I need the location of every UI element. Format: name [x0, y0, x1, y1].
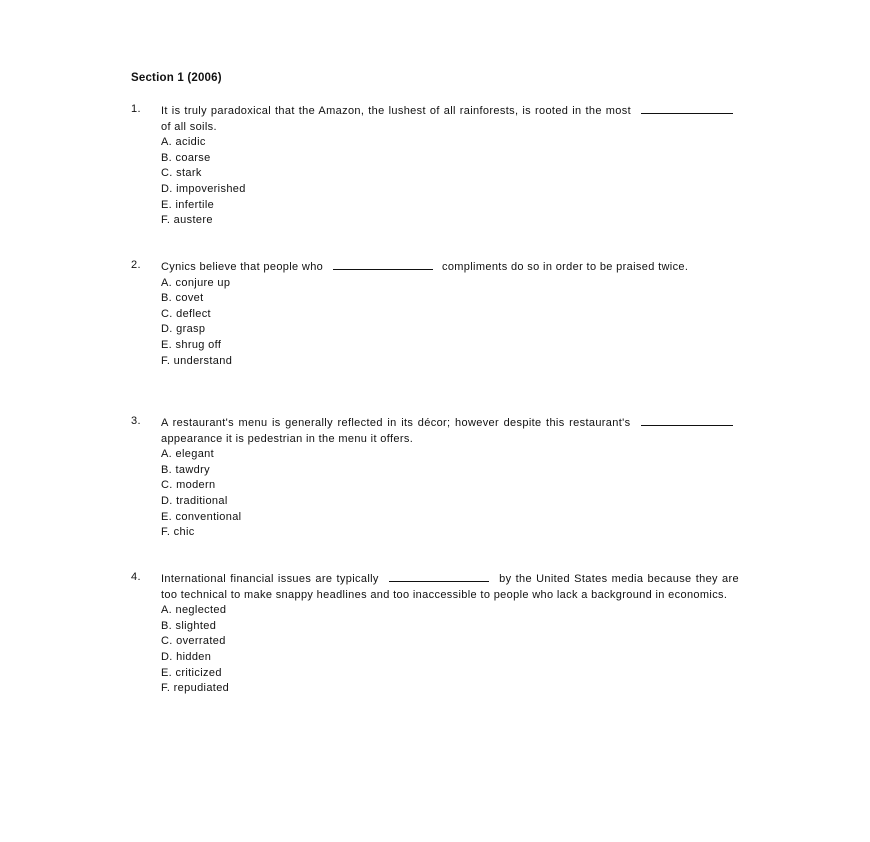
option-f: F. chic: [161, 526, 195, 539]
answer-options: [161, 447, 739, 541]
option-c: C. overrated: [161, 635, 226, 648]
question-body: [161, 102, 739, 229]
option-b: B. slighted: [161, 619, 217, 632]
question-body: [161, 570, 739, 697]
stem-text-before: International financial issues are typically: [161, 573, 379, 585]
stem-text-after: compliments do so in order to be praised twice.: [441, 261, 689, 273]
option-a: A. acidic: [161, 136, 206, 149]
option-c: C. deflect: [161, 307, 211, 320]
stem-text-before: A restaurant's menu is generally reflected in its décor; however despite this restaurant's: [161, 417, 631, 429]
option-d: D. grasp: [161, 323, 206, 336]
option-e: E. criticized: [161, 666, 222, 679]
question-stem: [161, 102, 739, 135]
option-d: D. traditional: [161, 494, 228, 507]
option-b: B. tawdry: [161, 463, 210, 476]
stem-text-before: Cynics believe that people who: [161, 261, 324, 273]
question-number: 4.: [131, 571, 141, 583]
option-f: F. austere: [161, 214, 213, 227]
option-e: E. shrug off: [161, 338, 222, 351]
option-e: E. conventional: [161, 510, 242, 523]
answer-blank: [333, 258, 433, 270]
question-stem: [161, 258, 739, 276]
option-b: B. coarse: [161, 151, 211, 164]
question-2: [131, 258, 739, 369]
question-number: 2.: [131, 259, 141, 271]
question-stem: [161, 570, 739, 603]
answer-blank: [389, 570, 489, 582]
answer-options: [161, 135, 739, 229]
question-body: [161, 414, 739, 541]
answer-options: [161, 603, 739, 697]
answer-blank: [641, 414, 733, 426]
question-stem: [161, 414, 739, 447]
option-f: F. understand: [161, 354, 233, 367]
option-a: A. conjure up: [161, 276, 231, 289]
stem-text-after: by the United States media because they are too technical to make snappy headlines and too inaccessible to people who lack a background in economics.: [161, 573, 739, 601]
section-title: Section 1 (2006): [131, 72, 222, 84]
question-number: 3.: [131, 415, 141, 427]
option-f: F. repudiated: [161, 682, 230, 695]
option-b: B. covet: [161, 292, 204, 305]
question-3: [131, 414, 739, 541]
question-4: [131, 570, 739, 697]
option-c: C. modern: [161, 479, 216, 492]
question-1: [131, 102, 739, 229]
stem-text-before: It is truly paradoxical that the Amazon, the lushest of all rainforests, is rooted in the most: [161, 105, 632, 117]
option-d: D. hidden: [161, 650, 212, 663]
option-d: D. impoverished: [161, 182, 246, 195]
stem-text-after: of all soils.: [161, 120, 217, 133]
answer-options: [161, 276, 739, 370]
option-a: A. elegant: [161, 448, 215, 461]
option-c: C. stark: [161, 167, 202, 180]
answer-blank: [641, 102, 733, 114]
option-e: E. infertile: [161, 198, 215, 211]
question-number: 1.: [131, 103, 141, 115]
question-body: [161, 258, 739, 369]
option-a: A. neglected: [161, 604, 227, 617]
stem-text-after: appearance it is pedestrian in the menu it offers.: [161, 432, 414, 445]
